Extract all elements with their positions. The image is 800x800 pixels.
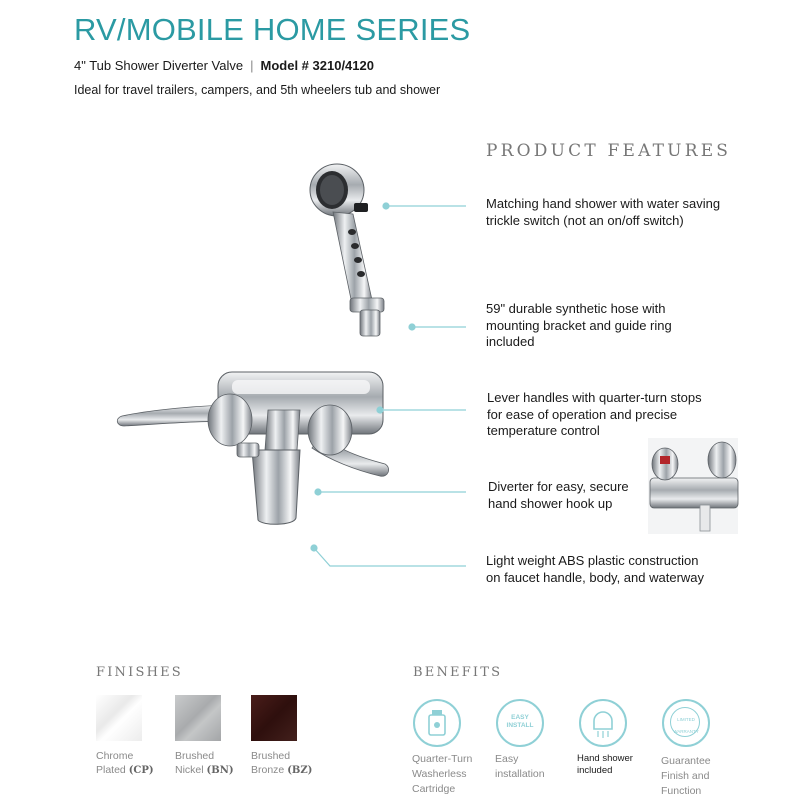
feature-abs-construction [486, 553, 704, 586]
product-tagline: Ideal for travel trailers, campers, and 5th wheelers tub and shower [74, 83, 441, 97]
feature-diverter [488, 479, 629, 512]
benefit-line: Function [661, 785, 702, 797]
subtitle-separator: | [250, 58, 254, 73]
benefit-cartridge [412, 752, 472, 797]
product-features-heading: PRODUCT FEATURES [486, 141, 732, 161]
feature-line: Lever handles with quarter-turn stops [487, 390, 702, 405]
finish-code: (BZ) [287, 765, 313, 776]
swatch-brushed-bronze [251, 695, 297, 741]
finish-name: Chrome [96, 750, 134, 762]
benefit-easy-install [495, 752, 545, 782]
badge-text: WARRANTY [673, 729, 699, 734]
feature-line: mounting bracket and guide ring [486, 317, 672, 333]
benefit-line: Finish and [661, 770, 710, 782]
benefits-heading: BENEFITS [413, 665, 503, 680]
benefit-hand-shower [577, 753, 633, 777]
warranty-icon [662, 699, 710, 747]
diverter-detail-image [648, 438, 738, 534]
finish-code: (BN) [206, 765, 234, 776]
benefit-line: Hand shower [577, 753, 633, 764]
feature-hose [486, 301, 672, 351]
feature-line: trickle switch (not an on/off switch) [486, 212, 684, 228]
feature-line: included [486, 334, 535, 349]
product-name: 4" Tub Shower Diverter Valve [74, 58, 244, 73]
benefit-line: Easy [495, 753, 519, 765]
benefit-line: installation [495, 768, 545, 780]
finish-name: Brushed [175, 750, 215, 762]
cartridge-icon [413, 699, 461, 747]
benefit-line: Washerless [412, 768, 467, 780]
hand-shower-icon-glyph [581, 701, 625, 745]
finishes-heading: FINISHES [96, 665, 183, 680]
badge-text: EASY [511, 714, 529, 721]
feature-hand-shower [486, 196, 720, 229]
feature-line: for ease of operation and precise [487, 406, 678, 422]
benefit-guarantee [661, 754, 711, 799]
feature-line: temperature control [487, 423, 600, 438]
swatch-chrome [96, 695, 142, 741]
feature-line: hand shower hook up [488, 495, 613, 511]
benefit-line: included [577, 765, 613, 776]
finish-label-chrome [96, 749, 154, 778]
badge-text: INSTALL [506, 722, 534, 729]
cartridge-icon-glyph [415, 701, 459, 745]
swatch-brushed-nickel [175, 695, 221, 741]
feature-line: on faucet handle, body, and waterway [486, 569, 705, 585]
finish-name: Nickel [175, 764, 204, 776]
feature-line: Diverter for easy, secure [488, 479, 629, 494]
easy-install-icon [496, 699, 544, 747]
feature-line: Light weight ABS plastic construction [486, 553, 699, 568]
feature-line: 59" durable synthetic hose with [486, 301, 666, 316]
benefit-line: Cartridge [412, 783, 456, 795]
faucet-image [117, 372, 388, 524]
model-number: Model # 3210/4120 [260, 58, 374, 73]
finish-name: Bronze [251, 764, 285, 776]
hand-shower-icon [579, 699, 627, 747]
feature-lever-handles [487, 390, 702, 440]
feature-line: Matching hand shower with water saving [486, 196, 721, 211]
badge-text: LIMITED [677, 717, 695, 722]
finish-label-nickel [175, 749, 234, 778]
benefit-line: Guarantee [661, 755, 711, 767]
finish-code: (CP) [128, 765, 154, 776]
finish-name: Brushed [251, 750, 291, 762]
benefit-line: Quarter-Turn [412, 753, 473, 765]
finish-name: Plated [96, 764, 126, 776]
page-title: RV/MOBILE HOME SERIES [74, 12, 471, 47]
hand-shower-image [310, 164, 384, 336]
finish-label-bronze [251, 749, 312, 778]
